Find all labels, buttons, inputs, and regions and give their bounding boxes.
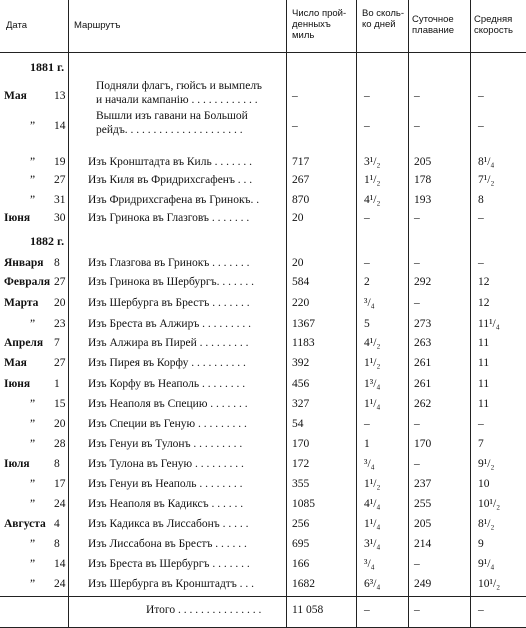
total-daily: – xyxy=(414,604,420,616)
row-daily: – xyxy=(414,558,420,570)
row-miles: 20 xyxy=(292,212,304,224)
row-days: 1¹/₂ xyxy=(364,357,381,369)
row-month: ” xyxy=(30,558,36,570)
header-speed: Средняя скорость xyxy=(474,14,513,36)
row-daily: 237 xyxy=(414,478,432,490)
row-day: 24 xyxy=(54,498,66,510)
row-speed: 9¹/₄ xyxy=(478,558,495,570)
row-miles: 584 xyxy=(292,276,310,288)
row-day: 15 xyxy=(54,398,66,410)
row-daily: – xyxy=(414,212,420,224)
row-month: Мая xyxy=(4,90,27,102)
row-month: Іюня xyxy=(4,212,31,224)
row-speed: – xyxy=(478,90,484,102)
row-route: Изъ Киля въ Фридрихсгафенъ . . . xyxy=(88,174,253,186)
row-route: Изъ Неаполя въ Специю . . . . . . . xyxy=(88,398,248,410)
row-month: ” xyxy=(30,194,36,206)
row-month: ” xyxy=(30,498,36,510)
row-miles: – xyxy=(292,90,298,102)
row-miles: 327 xyxy=(292,398,310,410)
row-days: – xyxy=(364,212,370,224)
col-divider xyxy=(408,0,409,628)
header-route: Маршрутъ xyxy=(74,20,121,31)
row-days: 1 xyxy=(364,438,370,450)
row-route: Изъ Неаполя въ Кадиксъ . . . . . . xyxy=(88,498,244,510)
row-miles: 1183 xyxy=(292,337,315,349)
row-daily: 178 xyxy=(414,174,432,186)
row-speed: 12 xyxy=(478,297,490,309)
row-days: 1¹/₄ xyxy=(364,398,381,410)
row-day: 20 xyxy=(54,418,66,430)
row-speed: 8 xyxy=(478,194,484,206)
row-month: ” xyxy=(30,538,36,550)
row-daily: – xyxy=(414,120,420,132)
row-route: Изъ Специи въ Геную . . . . . . . . . xyxy=(88,418,247,430)
row-route: Изъ Генуи въ Неаполь . . . . . . . . xyxy=(88,478,243,490)
row-daily: – xyxy=(414,90,420,102)
row-day: 8 xyxy=(54,257,60,269)
row-days: 1¹/₄ xyxy=(364,518,381,530)
row-miles: 695 xyxy=(292,538,310,550)
row-days: 6³/₄ xyxy=(364,578,381,590)
row-month: Марта xyxy=(4,297,39,309)
col-divider xyxy=(470,0,471,628)
year-heading: 1882 г. xyxy=(30,234,65,248)
row-day: 7 xyxy=(54,337,60,349)
row-route: Изъ Кадикса въ Лиссабонъ . . . . . xyxy=(88,518,249,530)
row-speed: 11 xyxy=(478,398,490,410)
row-daily: 261 xyxy=(414,357,432,369)
row-route: Изъ Кронштадта въ Киль . . . . . . . xyxy=(88,156,252,168)
row-route: Изъ Алжира въ Пирей . . . . . . . . . xyxy=(88,337,249,349)
row-month: ” xyxy=(30,478,36,490)
row-route: Изъ Фридрихсгафена въ Гринокъ. . xyxy=(88,194,260,206)
row-speed: 7 xyxy=(478,438,484,450)
row-daily: 214 xyxy=(414,538,432,550)
row-speed: 11 xyxy=(478,357,490,369)
row-route: Изъ Пирея въ Корфу . . . . . . . . . . xyxy=(88,357,246,369)
row-month: ” xyxy=(30,418,36,430)
row-day: 14 xyxy=(54,558,66,570)
row-speed: 8¹/₄ xyxy=(478,156,495,168)
row-days: – xyxy=(364,257,370,269)
row-day: 30 xyxy=(54,212,66,224)
row-daily: 193 xyxy=(414,194,432,206)
row-days: 5 xyxy=(364,318,370,330)
row-speed: – xyxy=(478,120,484,132)
row-daily: 249 xyxy=(414,578,432,590)
row-speed: 11¹/₄ xyxy=(478,318,500,330)
col-divider xyxy=(68,0,69,628)
row-miles: – xyxy=(292,120,298,132)
row-day: 14 xyxy=(54,120,66,132)
row-speed: 9 xyxy=(478,538,484,550)
row-route: Изъ Глазгова въ Гринокъ . . . . . . . xyxy=(88,257,250,269)
row-day: 8 xyxy=(54,458,60,470)
row-days: 1¹/₂ xyxy=(364,478,381,490)
row-days: – xyxy=(364,120,370,132)
row-days: 4¹/₂ xyxy=(364,194,381,206)
row-month: ” xyxy=(30,398,36,410)
row-days: ³/₄ xyxy=(364,558,375,570)
row-route: Изъ Корфу въ Неаполь . . . . . . . . xyxy=(88,378,246,390)
header-days: Во сколь-ко дней xyxy=(362,8,405,30)
row-route: Изъ Генуи въ Тулонъ . . . . . . . . . xyxy=(88,438,243,450)
row-miles: 256 xyxy=(292,518,310,530)
row-day: 27 xyxy=(54,174,66,186)
row-route: рейдъ. . . . . . . . . . . . . . . . . . . . . xyxy=(96,124,243,136)
row-miles: 355 xyxy=(292,478,310,490)
row-month: Іюля xyxy=(4,458,30,470)
total-label: Итого . . . . . . . . . . . . . . . xyxy=(146,604,262,616)
row-speed: 12 xyxy=(478,276,490,288)
row-day: 17 xyxy=(54,478,66,490)
header-divider xyxy=(0,52,526,53)
row-speed: 11 xyxy=(478,378,490,390)
row-days: 3¹/₄ xyxy=(364,538,381,550)
row-day: 27 xyxy=(54,357,66,369)
row-miles: 717 xyxy=(292,156,310,168)
row-route: Подняли флагъ, гюйсъ и вымпелъ xyxy=(96,80,263,92)
row-month: ” xyxy=(30,438,36,450)
row-speed: 7¹/₂ xyxy=(478,174,495,186)
row-miles: 1367 xyxy=(292,318,315,330)
row-days: 3¹/₂ xyxy=(364,156,381,168)
row-speed: 11 xyxy=(478,337,490,349)
row-daily: – xyxy=(414,297,420,309)
row-month: ” xyxy=(30,156,36,168)
row-days: 1¹/₂ xyxy=(364,174,381,186)
row-month: Февраля xyxy=(4,276,51,288)
col-divider xyxy=(356,0,357,628)
row-route: Изъ Гринока въ Шербургъ. . . . . . . xyxy=(88,276,254,288)
row-miles: 172 xyxy=(292,458,310,470)
col-divider xyxy=(286,0,287,628)
row-route: Изъ Тулона въ Геную . . . . . . . . . xyxy=(88,458,244,470)
row-speed: – xyxy=(478,257,484,269)
row-speed: 10 xyxy=(478,478,490,490)
row-speed: 10¹/₂ xyxy=(478,498,501,510)
row-speed: 8¹/₂ xyxy=(478,518,495,530)
row-miles: 456 xyxy=(292,378,310,390)
row-daily: – xyxy=(414,418,420,430)
row-days: ³/₄ xyxy=(364,297,375,309)
row-daily: – xyxy=(414,458,420,470)
header-date: Дата xyxy=(6,20,28,31)
row-month: Августа xyxy=(4,518,46,530)
row-miles: 20 xyxy=(292,257,304,269)
row-miles: 166 xyxy=(292,558,310,570)
row-daily: 263 xyxy=(414,337,432,349)
row-month: Мая xyxy=(4,357,27,369)
row-daily: 292 xyxy=(414,276,432,288)
row-daily: 205 xyxy=(414,518,432,530)
row-month: ” xyxy=(30,174,36,186)
row-day: 31 xyxy=(54,194,66,206)
row-route: Изъ Бреста въ Алжиръ . . . . . . . . . xyxy=(88,318,252,330)
header-miles: Число прой-денныхъ миль xyxy=(292,8,347,41)
row-route: Изъ Шербурга въ Брестъ . . . . . . . xyxy=(88,297,250,309)
row-route: Изъ Бреста въ Шербургъ . . . . . . . xyxy=(88,558,250,570)
row-speed: – xyxy=(478,212,484,224)
row-route: Изъ Гринока въ Глазговъ . . . . . . . xyxy=(88,212,250,224)
row-day: 28 xyxy=(54,438,66,450)
row-miles: 870 xyxy=(292,194,310,206)
row-miles: 392 xyxy=(292,357,310,369)
row-day: 19 xyxy=(54,156,66,168)
row-speed: – xyxy=(478,418,484,430)
row-route: Изъ Лиссабона въ Брестъ . . . . . . xyxy=(88,538,247,550)
total-speed: – xyxy=(478,604,484,616)
row-route: Вышли изъ гавани на Большой xyxy=(96,110,248,122)
row-days: 4¹/₄ xyxy=(364,498,381,510)
row-days: 2 xyxy=(364,276,370,288)
year-heading: 1881 г. xyxy=(30,60,65,74)
row-miles: 1085 xyxy=(292,498,315,510)
row-daily: 205 xyxy=(414,156,432,168)
row-month: Января xyxy=(4,257,44,269)
row-days: – xyxy=(364,90,370,102)
row-month: ” xyxy=(30,578,36,590)
row-speed: 10¹/₂ xyxy=(478,578,501,590)
row-days: ³/₄ xyxy=(364,458,375,470)
row-daily: 261 xyxy=(414,378,432,390)
row-daily: 262 xyxy=(414,398,432,410)
row-day: 8 xyxy=(54,538,60,550)
row-day: 27 xyxy=(54,276,66,288)
header-daily: Суточное плавание xyxy=(412,14,455,36)
row-days: 4¹/₂ xyxy=(364,337,381,349)
total-days: – xyxy=(364,604,370,616)
row-day: 13 xyxy=(54,90,66,102)
row-days: 1³/₄ xyxy=(364,378,381,390)
total-divider xyxy=(0,596,526,597)
row-daily: 255 xyxy=(414,498,432,510)
row-days: – xyxy=(364,418,370,430)
row-day: 1 xyxy=(54,378,60,390)
row-miles: 170 xyxy=(292,438,310,450)
row-route: Изъ Шербурга въ Кронштадтъ . . . xyxy=(88,578,255,590)
row-miles: 267 xyxy=(292,174,310,186)
row-miles: 54 xyxy=(292,418,304,430)
row-month: ” xyxy=(30,318,36,330)
row-day: 23 xyxy=(54,318,66,330)
row-miles: 220 xyxy=(292,297,310,309)
row-daily: 170 xyxy=(414,438,432,450)
total-miles: 11 058 xyxy=(292,604,324,616)
row-day: 20 xyxy=(54,297,66,309)
row-daily: – xyxy=(414,257,420,269)
row-day: 4 xyxy=(54,518,60,530)
row-month: Іюня xyxy=(4,378,31,390)
row-daily: 273 xyxy=(414,318,432,330)
row-miles: 1682 xyxy=(292,578,315,590)
row-month: Апреля xyxy=(4,337,44,349)
row-month: ” xyxy=(30,120,36,132)
row-route: и начали кампанію . . . . . . . . . . . . xyxy=(96,94,258,106)
row-day: 24 xyxy=(54,578,66,590)
row-speed: 9¹/₂ xyxy=(478,458,495,470)
